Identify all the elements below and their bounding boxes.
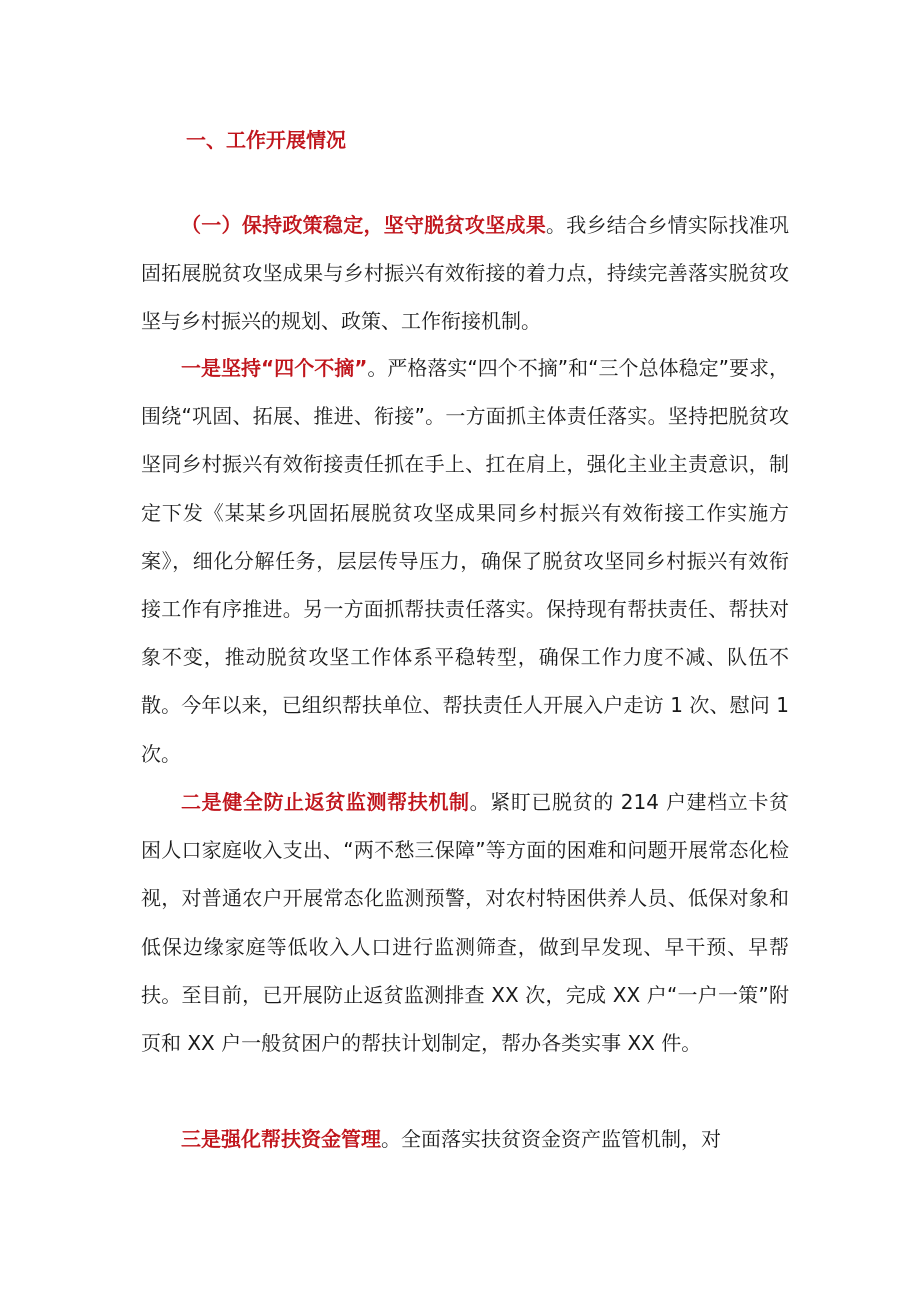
paragraph-lead: （一）保持政策稳定，坚守脱贫攻坚成果 — [181, 213, 546, 237]
section-heading: 一、工作开展情况 — [186, 128, 346, 152]
paragraph-policy-stability — [141, 201, 789, 346]
paragraph-fund-management — [141, 1115, 789, 1163]
paragraph-lead: 一是坚持“四个不摘” — [181, 356, 368, 380]
paragraph-body: 。紧盯已脱贫的 214 户建档立卡贫困人口家庭收入支出、“两不愁三保障”等方面的困难和问题开展常态化检视，对普通农户开展常态化监测预警，对农村特困供养人员、低保对象和低保边缘家庭等低收入人口进行监测筛查，做到早发现、早干预、早帮扶。至目前，已开展防止返贫监测排查 XX 次，完成 XX 户“一户一策”附页和 XX 户一般贫困户的帮扶计划制定，帮办各类实事 XX 件。 — [141, 790, 790, 1056]
paragraph-four-not-removed — [141, 344, 789, 778]
paragraph-body: 。严格落实“四个不摘”和“三个总体稳定”要求，围绕“巩固、拓展、推进、衔接”。一方面抓主体责任落实。坚持把脱贫攻坚同乡村振兴有效衔接责任抓在手上、扛在肩上，强化主业主责意识，制定下发《某某乡巩固拓展脱贫攻坚成果同乡村振兴有效衔接工作实施方案》，细化分解任务，层层传导压力，确保了脱贫攻坚同乡村振兴有效衔接工作有序推进。另一方面抓帮扶责任落实。保持现有帮扶责任、帮扶对象不变，推动脱贫攻坚工作体系平稳转型，确保工作力度不减、队伍不散。今年以来，已组织帮扶单位、帮扶责任人开展入户走访 1 次、慰问 1 次。 — [141, 356, 789, 766]
paragraph-poverty-monitoring — [141, 778, 789, 1067]
paragraph-body: 。我乡结合乡情实际找准巩固拓展脱贫攻坚成果与乡村振兴有效衔接的着力点，持续完善落实脱贫攻坚与乡村振兴的规划、政策、工作衔接机制。 — [141, 213, 790, 334]
paragraph-body: 。全面落实扶贫资金资产监管机制，对 — [381, 1127, 721, 1151]
paragraph-lead: 三是强化帮扶资金管理 — [181, 1127, 381, 1151]
paragraph-lead: 二是健全防止返贫监测帮扶机制 — [181, 790, 470, 814]
